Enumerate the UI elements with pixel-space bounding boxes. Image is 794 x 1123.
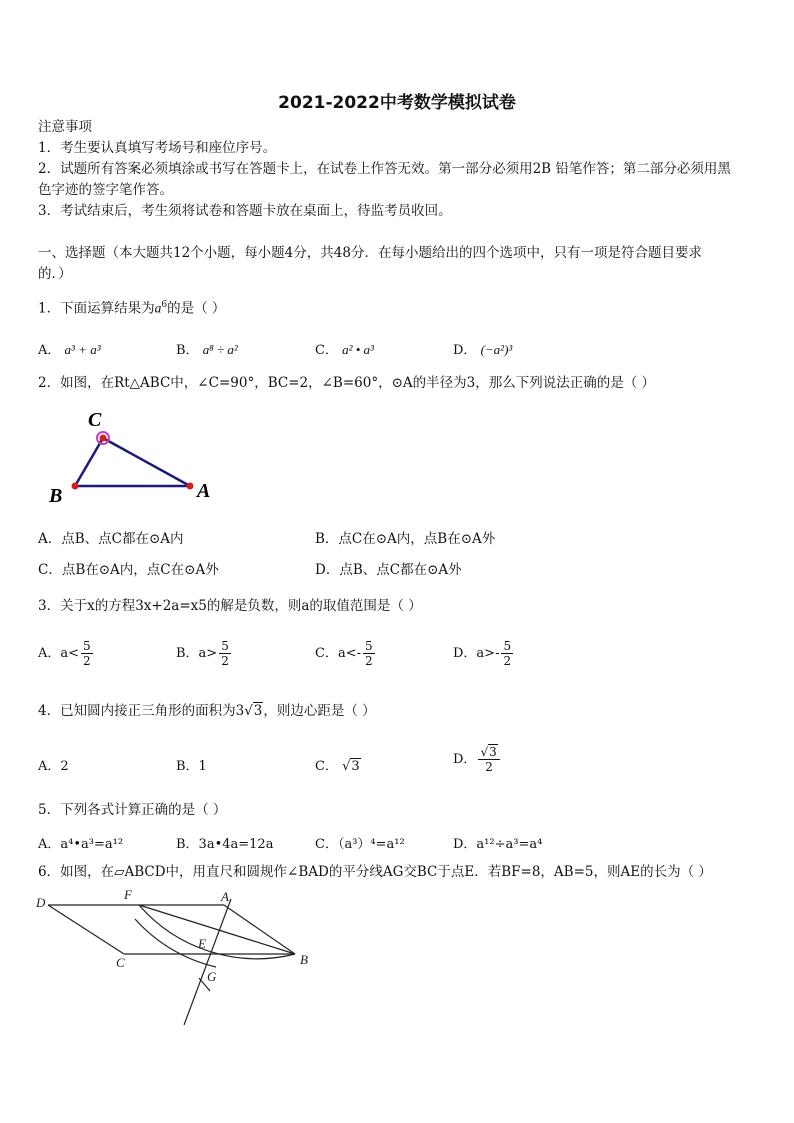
q4-stem: 4．已知圆内接正三角形的面积为3√3，则边心距是（ ） [38,703,376,719]
notice-item: 3．考试结束后，考生须将试卷和答题卡放在桌面上，待监考员收回。 [38,203,452,219]
q5-option-b[interactable]: B．3a•4a=12a [176,837,274,852]
notice-item: 色字迹的签字笔作答。 [38,182,173,198]
notice-item: 2．试题所有答案必须填涂或书写在答题卡上，在试卷上作答无效。第一部分必须用2B 铅笔作答；第二部分必须用黑 [38,161,731,177]
label-c: C [116,955,125,970]
label-g: G [207,969,217,984]
q3-option-d[interactable]: D．a>- $\frac{5}{2}$ [453,639,512,668]
q3-option-a[interactable]: A．a< $\frac{5}{2}$ [38,639,91,668]
q4-option-c[interactable]: C． √3 [315,759,360,774]
q1-option-b[interactable]: B． a⁸ ÷ a² [176,342,238,358]
q3-stem: 3．关于x的方程3x+2a=x5的解是负数，则a的取值范围是（ ） [38,598,422,614]
notice-heading: 注意事项 [38,119,92,135]
label-d: D [36,895,46,910]
section-heading: 一、选择题（本大题共12个小题，每小题4分，共48分．在每小题给出的四个选项中，只有一项是符合题目要求 [38,245,702,261]
label-b: B [300,952,308,967]
q1-option-a[interactable]: A． a³ + a³ [38,342,101,358]
q5-option-c[interactable]: C．（a³）⁴=a¹² [315,837,405,852]
q5-option-d[interactable]: D．a¹²÷a³=a⁴ [453,837,543,852]
q2-triangle-figure [40,405,230,510]
q2-option-c[interactable]: C．点B在⊙A内，点C在⊙A外 [38,562,219,578]
label-a: A [197,480,211,502]
section-heading-cont: 的．） [38,266,72,282]
q1-stem: 1．下面运算结果为$a^6$的是（ ） [38,300,226,317]
label-e: E [198,936,206,951]
q2-option-d[interactable]: D．点B、点C都在⊙A外 [315,562,462,578]
q2-option-b[interactable]: B．点C在⊙A内，点B在⊙A外 [315,531,496,547]
q5-stem: 5．下列各式计算正确的是（ ） [38,802,227,818]
q4-option-b[interactable]: B．1 [176,759,207,774]
q3-option-b[interactable]: B．a> $\frac{5}{2}$ [176,639,229,668]
q6-parallelogram-figure [36,885,326,1033]
label-f: F [124,887,132,902]
q6-stem: 6．如图，在▱ABCD中，用直尺和圆规作∠BAD的平分线AG交BC于点E．若BF=8，AB=5，则AE的长为（ ） [38,864,712,880]
q1-option-c[interactable]: C． a² • a³ [315,342,374,358]
page-title: 2021-2022中考数学模拟试卷 [278,93,516,113]
q2-option-a[interactable]: A．点B、点C都在⊙A内 [38,531,184,547]
label-a: A [221,889,229,904]
label-c: C [88,409,102,431]
q4-option-a[interactable]: A．2 [38,759,69,774]
q2-stem: 2．如图，在Rt△ABC中，∠C=90°，BC=2，∠B=60°，⊙A的半径为3，那么下列说法正确的是（ ） [38,375,656,391]
notice-item: 1．考生要认真填写考场号和座位序号。 [38,140,277,156]
q4-option-d[interactable]: D． $\frac{√3}{2}$ [453,745,500,774]
q1-option-d[interactable]: D． (−a²)³ [453,342,513,358]
q5-option-a[interactable]: A．a⁴•a³=a¹² [38,837,124,852]
label-b: B [49,485,63,507]
q3-option-c[interactable]: C．a<- $\frac{5}{2}$ [315,639,373,668]
